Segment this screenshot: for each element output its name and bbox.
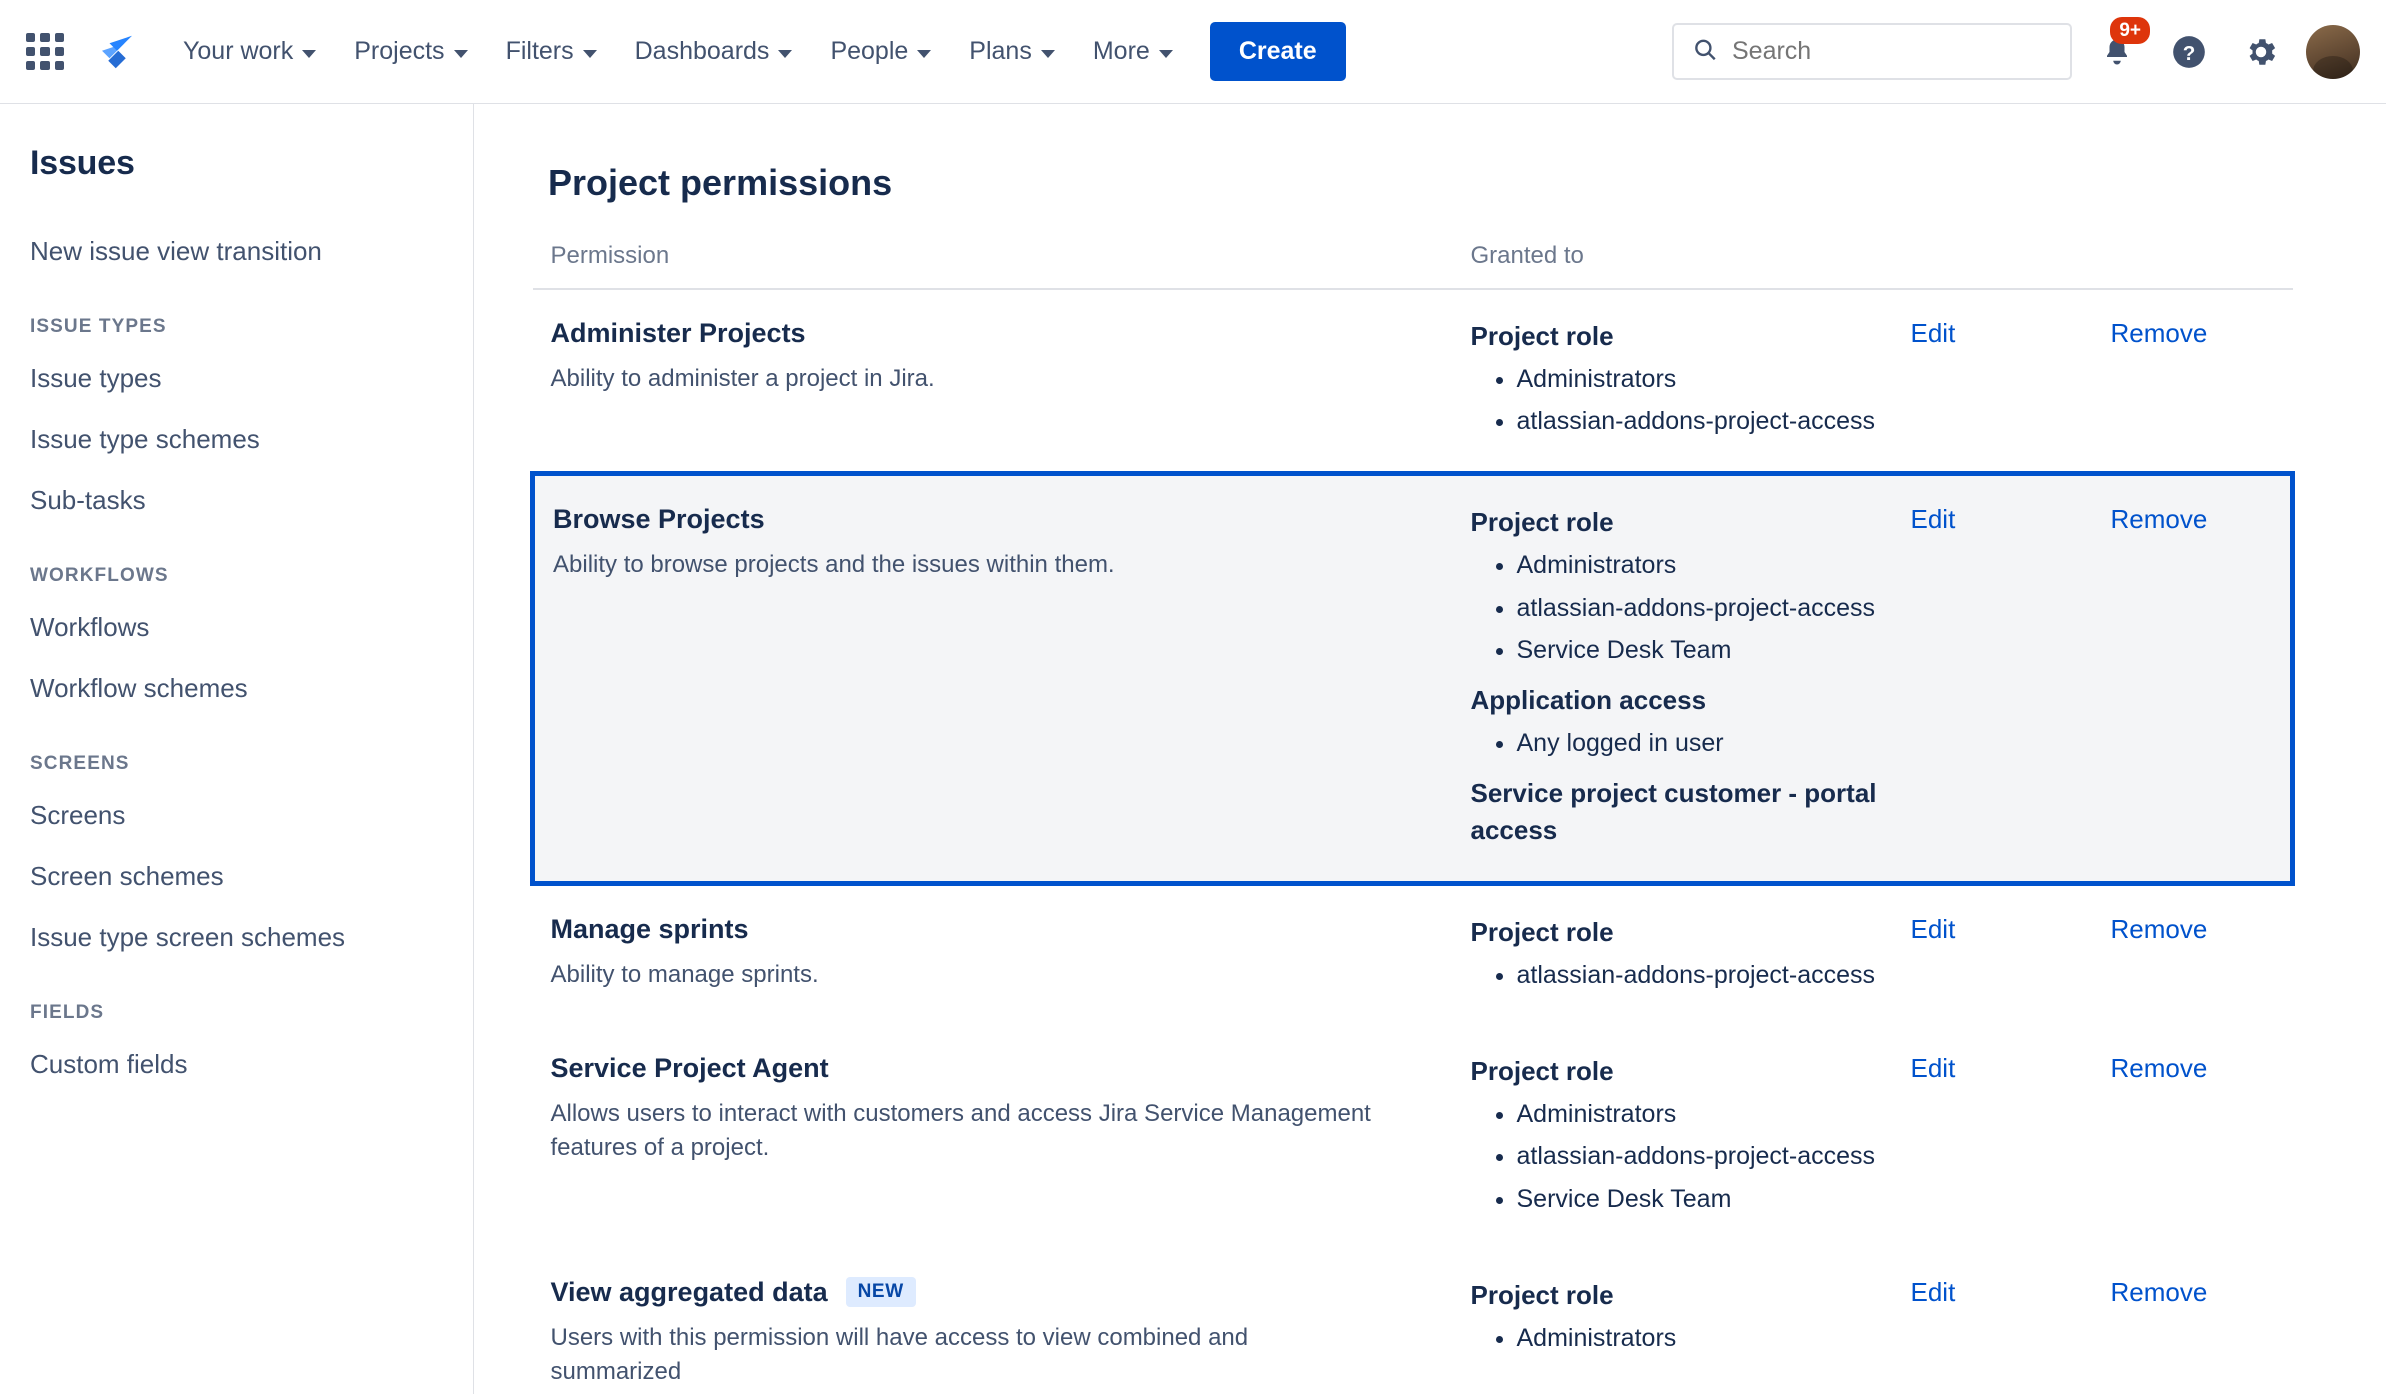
permission-name [551, 1277, 1453, 1308]
remove-cell [2093, 474, 2293, 884]
chevron-down-icon [917, 50, 931, 58]
granted-to-cell [1453, 289, 1893, 474]
edit-cell [1893, 1249, 2093, 1394]
grant-group [1471, 1053, 1893, 1217]
granted-to-cell [1453, 474, 1893, 884]
permission-description: Ability to manage sprints. [550, 961, 819, 989]
permission-name [551, 1053, 1453, 1084]
sidebar-item-custom-fields[interactable]: Custom fields [30, 1049, 188, 1079]
sidebar-item-new-issue-view-transition[interactable]: New issue view transition [30, 236, 322, 266]
table-header-row [533, 242, 2293, 289]
permission-cell [533, 289, 1453, 474]
nav-item-filters[interactable] [489, 25, 614, 78]
grant-group [1471, 775, 1893, 849]
permission-name [551, 914, 1453, 945]
remove-link[interactable]: Remove [2110, 914, 2208, 945]
topnav-right-cluster [1672, 19, 2360, 80]
remove-link[interactable]: Remove [2110, 1053, 2208, 1084]
nav-item-label: Your work [183, 37, 294, 65]
table-row [533, 1249, 2293, 1394]
grant-item: • Service Desk Team [1517, 632, 1893, 668]
avatar[interactable] [2306, 25, 2360, 79]
remove-cell [2093, 1249, 2293, 1394]
notifications-button[interactable] [2090, 19, 2144, 79]
grid-apps-icon[interactable] [22, 29, 68, 75]
nav-item-label: Filters [505, 37, 574, 65]
grant-item: • Service Desk Team [1517, 1181, 1893, 1217]
permission-name [551, 318, 1453, 349]
nav-item-label: Plans [969, 37, 1032, 65]
table-row-selected [533, 474, 2293, 884]
chevron-down-icon [1159, 50, 1173, 58]
grant-list [1471, 1320, 1893, 1356]
sidebar-heading-screens: SCREENS [30, 753, 130, 774]
grant-list [1471, 547, 1893, 668]
grant-group-label: Service project customer - portal access [1470, 778, 1877, 846]
granted-to-cell [1453, 884, 1893, 1026]
status-badge: NEW [846, 1277, 916, 1307]
remove-link[interactable]: Remove [2110, 318, 2208, 348]
column-header-permission: Permission [533, 242, 1453, 289]
sidebar-heading-workflows: WORKFLOWS [30, 565, 169, 586]
edit-link[interactable]: Edit [1910, 318, 1956, 348]
chevron-down-icon [454, 50, 468, 58]
sidebar-heading-issue-types: ISSUE TYPES [30, 316, 167, 337]
grant-list [1471, 1096, 1893, 1217]
grant-item: • atlassian-addons-project-access [1517, 590, 1893, 626]
notification-badge: 9+ [2110, 17, 2150, 45]
permission-name-text: View aggregated data [550, 1276, 828, 1307]
create-button[interactable]: Create [1210, 22, 1346, 81]
sidebar-title: Issues [30, 144, 135, 182]
remove-link[interactable]: Remove [2110, 1276, 2208, 1307]
grant-group [1471, 914, 1893, 993]
primary-nav-items [166, 25, 1190, 78]
grant-item: • Any logged in user [1517, 725, 1893, 761]
table-row [533, 289, 2293, 474]
help-icon[interactable] [2162, 25, 2216, 79]
table-row [533, 1025, 2293, 1249]
grant-group-label: Application access [1470, 685, 1707, 716]
permission-name-text: Service Project Agent [550, 1053, 829, 1084]
edit-cell [1893, 884, 2093, 1026]
grant-item: • Administrators [1517, 1096, 1893, 1132]
permission-name-text: Manage sprints [550, 914, 749, 945]
grant-group-label: Project role [1470, 1056, 1614, 1087]
sidebar-item-sub-tasks[interactable]: Sub-tasks [30, 485, 146, 515]
sidebar-item-issue-type-schemes[interactable]: Issue type schemes [30, 424, 260, 454]
edit-cell [1893, 289, 2093, 474]
grant-item: • atlassian-addons-project-access [1517, 1138, 1893, 1174]
column-header-granted-to: Granted to [1453, 242, 1893, 289]
grant-group [1471, 504, 1893, 668]
grant-group-label: Project role [1470, 321, 1614, 351]
chevron-down-icon [302, 50, 316, 58]
nav-item-label: Dashboards [634, 37, 770, 65]
sidebar-item-screen-schemes[interactable]: Screen schemes [30, 861, 224, 891]
edit-link[interactable]: Edit [1910, 914, 1956, 945]
grant-group-label: Project role [1470, 917, 1614, 948]
page-title: Project permissions [548, 162, 893, 203]
nav-item-more[interactable] [1076, 25, 1190, 78]
table-row [533, 884, 2293, 1026]
chevron-down-icon [778, 50, 792, 58]
permission-name [553, 504, 1453, 535]
edit-cell [1893, 1025, 2093, 1249]
granted-to-cell [1453, 1249, 1893, 1394]
edit-link[interactable]: Edit [1910, 1053, 1956, 1084]
remove-cell [2093, 1025, 2293, 1249]
permission-cell [533, 474, 1453, 884]
permission-description: Ability to administer a project in Jira. [550, 365, 935, 392]
grant-item: • Administrators [1517, 361, 1893, 397]
grant-group [1471, 1277, 1893, 1356]
edit-link[interactable]: Edit [1910, 1276, 1956, 1307]
main-content [474, 104, 2386, 1394]
nav-item-plans[interactable] [952, 25, 1072, 78]
search-box[interactable] [1672, 23, 2072, 80]
search-input[interactable] [1730, 36, 2070, 67]
sidebar-heading-fields: FIELDS [30, 1002, 105, 1023]
nav-item-label: More [1092, 37, 1150, 65]
edit-link[interactable]: Edit [1910, 504, 1956, 535]
nav-item-label: People [830, 37, 909, 65]
chevron-down-icon [1041, 50, 1055, 58]
nav-item-people[interactable] [813, 25, 948, 78]
nav-item-label: Projects [354, 37, 445, 65]
settings-sidebar [0, 104, 474, 1394]
nav-item-dashboards[interactable] [618, 25, 810, 78]
edit-cell [1893, 474, 2093, 884]
remove-link[interactable]: Remove [2110, 504, 2208, 535]
jira-logo-icon[interactable] [94, 29, 140, 75]
sidebar-item-workflow-schemes[interactable]: Workflow schemes [30, 673, 248, 703]
permission-description: Users with this permission will have access to view combined and summarized [550, 1323, 1249, 1385]
permission-description: Ability to browse projects and the issues within them. [553, 551, 1115, 579]
grant-group [1471, 318, 1893, 439]
permission-name-text: Administer Projects [550, 318, 806, 348]
grant-group [1471, 682, 1893, 761]
grant-list [1471, 957, 1893, 993]
permission-description: Allows users to interact with customers and access Jira Service Management features of a project. [550, 1100, 1371, 1162]
svg-text:?: ? [2182, 41, 2196, 65]
sidebar-item-screens[interactable]: Screens [30, 800, 126, 830]
sidebar-item-issue-types[interactable]: Issue types [30, 363, 162, 393]
granted-to-cell [1453, 1025, 1893, 1249]
page-body [0, 104, 2386, 1394]
grant-group-label: Project role [1470, 1279, 1614, 1310]
permission-cell [533, 1249, 1453, 1394]
nav-item-your-work[interactable] [166, 25, 333, 78]
top-navigation-bar [0, 0, 2386, 104]
grant-item: • Administrators [1517, 1320, 1893, 1356]
column-header-edit [1893, 242, 2093, 289]
nav-item-projects[interactable] [337, 25, 484, 78]
search-icon [1692, 36, 1718, 67]
grant-list [1471, 361, 1893, 440]
grant-item: • atlassian-addons-project-access [1517, 403, 1893, 439]
permission-cell [533, 884, 1453, 1026]
remove-cell [2093, 884, 2293, 1026]
grant-item: • Administrators [1517, 547, 1893, 583]
remove-cell [2093, 289, 2293, 474]
permission-name-text: Browse Projects [553, 504, 765, 535]
chevron-down-icon [583, 50, 597, 58]
grant-group-label: Project role [1470, 507, 1614, 538]
sidebar-item-issue-type-screen-schemes[interactable]: Issue type screen schemes [30, 922, 346, 952]
sidebar-item-workflows[interactable]: Workflows [30, 612, 150, 642]
grant-item: • atlassian-addons-project-access [1517, 957, 1893, 993]
grant-list [1471, 725, 1893, 761]
gear-icon[interactable] [2234, 25, 2288, 79]
column-header-remove [2093, 242, 2293, 289]
permission-cell [533, 1025, 1453, 1249]
project-permissions-table [530, 242, 2295, 1394]
